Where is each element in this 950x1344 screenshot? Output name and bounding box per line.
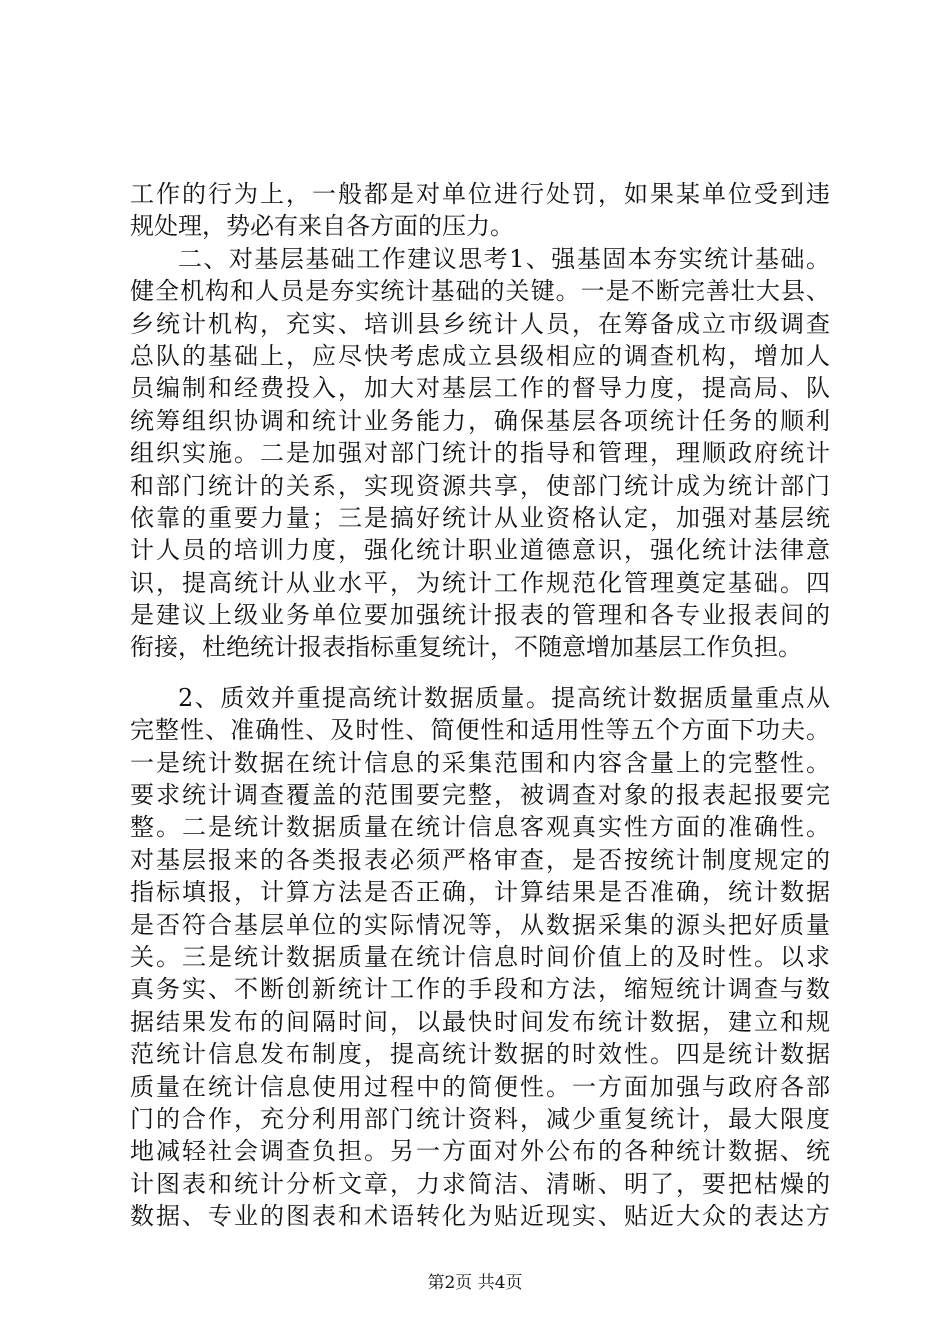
- text-line: 门的合作，充分利用部门统计资料，减少重复统计，最大限度: [130, 1104, 830, 1133]
- text-line: 完整性、准确性、及时性、简便性和适用性等五个方面下功夫。: [130, 716, 830, 745]
- text-line: 是否符合基层单位的实际情况等，从数据采集的源头把好质量: [130, 910, 830, 939]
- text-line: 数据、专业的图表和术语转化为贴近现实、贴近大众的表达方: [130, 1202, 830, 1231]
- text-line: 识，提高统计从业水平，为统计工作规范化管理奠定基础。四: [130, 568, 830, 597]
- text-line: 和部门统计的关系，实现资源共享，使部门统计成为统计部门: [130, 471, 830, 500]
- page-number-label: 第2页 共4页: [427, 1273, 523, 1293]
- text-line: 关。三是统计数据质量在统计信息时间价值上的及时性。以求: [130, 942, 830, 971]
- text-line: 整。二是统计数据质量在统计信息客观真实性方面的准确性。: [130, 813, 830, 842]
- text-line: 健全机构和人员是夯实统计基础的关键。一是不断完善壮大县、: [130, 277, 830, 306]
- text-line: 依靠的重要力量；三是搞好统计从业资格认定，加强对基层统: [130, 503, 830, 532]
- text-line: 二、对基层基础工作建议思考1、强基固本夯实统计基础。: [178, 244, 830, 273]
- text-line: 对基层报来的各类报表必须严格审查，是否按统计制度规定的: [130, 845, 830, 874]
- paragraph-spacer: [130, 664, 830, 682]
- text-line: 规处理，势必有来自各方面的压力。: [130, 212, 514, 241]
- text-line: 计人员的培训力度，强化统计职业道德意识，强化统计法律意: [130, 536, 830, 565]
- paragraph-item-2: [130, 682, 830, 1233]
- text-line: 真务实、不断创新统计工作的手段和方法，缩短统计调查与数: [130, 975, 830, 1004]
- text-line: 衔接，杜绝统计报表指标重复统计，不随意增加基层工作负担。: [130, 633, 802, 662]
- text-line: 总队的基础上，应尽快考虑成立县级相应的调查机构，增加人: [130, 341, 830, 370]
- text-line: 范统计信息发布制度，提高统计数据的时效性。四是统计数据: [130, 1040, 830, 1069]
- text-line: 统筹组织协调和统计业务能力，确保基层各项统计任务的顺利: [130, 406, 830, 435]
- text-line: 质量在统计信息使用过程中的简便性。一方面加强与政府各部: [130, 1072, 830, 1101]
- text-line: 是建议上级业务单位要加强统计报表的管理和各专业报表间的: [130, 601, 830, 630]
- paragraph-section-2: [130, 243, 830, 664]
- text-line: 乡统计机构，充实、培训县乡统计人员，在筹备成立市级调查: [130, 309, 830, 338]
- text-line: 地减轻社会调查负担。另一方面对外公布的各种统计数据、统: [130, 1137, 830, 1166]
- text-line: 2、质效并重提高统计数据质量。提高统计数据质量重点从: [178, 683, 830, 712]
- text-line: 据结果发布的间隔时间，以最快时间发布统计数据，建立和规: [130, 1007, 830, 1036]
- page-footer: [0, 1272, 950, 1294]
- text-line: 员编制和经费投入，加大对基层工作的督导力度，提高局、队: [130, 374, 830, 403]
- text-line: 指标填报，计算方法是否正确，计算结果是否准确，统计数据: [130, 878, 830, 907]
- text-line: 要求统计调查覆盖的范围要完整，被调查对象的报表起报要完: [130, 781, 830, 810]
- text-line: 计图表和统计分析文章，力求简洁、清晰、明了，要把枯燥的: [130, 1169, 830, 1198]
- text-line: 组织实施。二是加强对部门统计的指导和管理，理顺政府统计: [130, 439, 830, 468]
- paragraph-continuation: [130, 178, 830, 243]
- document-body: [130, 178, 830, 1233]
- text-line: 工作的行为上，一般都是对单位进行处罚，如果某单位受到违: [130, 180, 830, 208]
- text-line: 一是统计数据在统计信息的采集范围和内容含量上的完整性。: [130, 748, 830, 777]
